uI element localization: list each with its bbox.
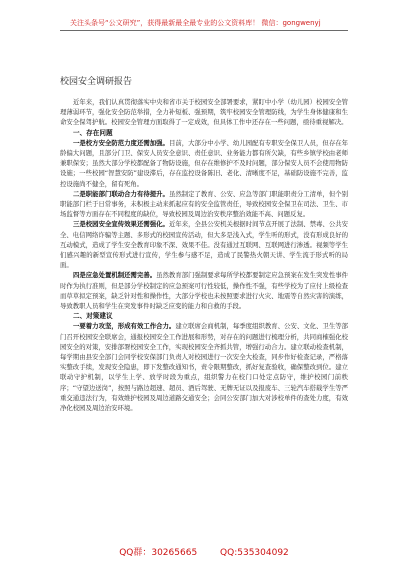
problem-1-text: 目前，大部分中小学、幼儿园配有专职安全保卫人员，但存在年龄偏大问题，且部分门卫、保安人员安全意识、责任意识、业务能力都有所欠缺，有些乡镇学校由老师兼职保安；虽然大部分学校都配备了物防设施，但存在维修护不及时问题，部分保安人员不会使用物防设施；一些校园“智慧安防”建设滞后，存在监控设备陈旧、老化、清晰度不足，基础防设施不完善，监控设施尚不健全，留有死角。 xyxy=(60,138,349,188)
problem-3-lead: 三是校园安全宣传效果还需强化。 xyxy=(73,220,169,229)
section-heading-problems: 一、存在问题 xyxy=(73,128,113,137)
intro-paragraph: 近年来，我们认真贯彻落实中央和省市关于校园安全部署要求，紧盯中小学（幼儿园）校园安全管理薄弱环节，强化安全防范举措，全力补短板、强预期，筑牢校园安全管理防线，为学生身体健康和生命安全保驾护航。校园安全管理方面取得了一定成效，但具体工作中还存在一些问题，亟待重视解决。 xyxy=(60,98,348,127)
problem-2-text: 虽然制定了教育、公安、应急等部门职能职责分工清单，但个别职能部门栏于日常事务，未积极主动来抓起应有的安全监管责任，导致校园安全保卫在司法、卫生、市场监督等方面存在不同程度的缺位，导致校园及周边治安秩序整治效能不高、问题反复。 xyxy=(60,189,349,219)
problem-paragraph-4 xyxy=(60,270,348,311)
footer-qq: QQ:535304092 xyxy=(220,548,289,558)
problem-3-text: 近年来，全县公安机关根据时间节点开展了法制、禁毒、公共安全、电信网络诈骗等主题、多形式的校园宣传活动，但大多是浅入式，学生听的形式，没有形成良好的互动模式，造成了学生安全教育印象不深、效果不佳。没有通过互联网、互联网进行渗透。视频等学生们感兴趣的新型宣传形式进行宣传，学生参与感不足，造成了民警热火朝天讲、学生流于形式听的局面。 xyxy=(60,220,349,270)
footer-qq-group: QQ群：30265665 xyxy=(119,548,198,558)
header-banner[interactable]: 关注头条号“公文研究”，获得最新最全最专业的公文资料库！ 微信：gongwenyj xyxy=(70,19,321,27)
header-divider xyxy=(60,30,348,31)
problem-4-text: 虽然教育部门强制要求每所学校都要制定应急预案在发生突发性事件时作为执行准则，但是部分学校制定的应急预案可行性较低，操作性不强，有些学校为了应付上级检查而草草拟定预案，缺乏针对性和操作性，大部分学校也未按照要求进行火灾、地震等自然灾害的演练，导致教职人员和学生在突发事件时缺乏应变的能力和自救的手段。 xyxy=(60,271,348,311)
problem-paragraph-1 xyxy=(60,138,348,189)
footer-contact xyxy=(0,546,408,560)
document-title: 校园安全调研报告 xyxy=(60,77,133,88)
suggestion-1-lead: 一要着力攻坚，形成有效工作合力。 xyxy=(73,322,176,331)
problem-1-lead: 一是校方安全防范力度还需加强。 xyxy=(73,138,169,147)
suggestion-paragraph-1 xyxy=(60,321,348,413)
problem-paragraph-3 xyxy=(60,219,348,270)
problem-2-lead: 二是职能部门联动合力有待提升。 xyxy=(73,189,169,198)
suggestion-1-text: 建立联席会商机制，每季度组织教育、公安、文化、卫生等部门召开校园安全联席会，通报校园安全工作进展和形势，对存在的问题进行梳理分析，共同商榷强化校园安全的对策，安排部署校园安全工作，实现校园安全齐抓共管，增强行动合力。建立联动检查机制，每学期由县安全部门会同学校安保部门负责人对校园进行一次安全大检查，同步作好检查记录，严格落实整改手续，发现安全隐患，即下发整改通知书，责令限期整改，抓好复查验收，确保整改到位。建立联动守护机制，以学生上学、放学时段为重点，组织警力在校门口处定点防守，维护校园门前秩序；“守望边送岗”，按照与路边超速、超员、酒后驾驶、无牌无证以及报废车、三轮汽车搭载学生等严重交通违法行为，有效维护校园及周边道路交通安全；会同公安部门加大对涉校单件的查处力度，有效净化校园及周边治安环境。 xyxy=(60,322,348,413)
document-body xyxy=(60,97,348,413)
problem-paragraph-2 xyxy=(60,189,348,220)
section-heading-suggestions: 二、对策建议 xyxy=(73,312,113,321)
problem-4-lead: 四是应急处置机制还需完善。 xyxy=(73,271,157,280)
